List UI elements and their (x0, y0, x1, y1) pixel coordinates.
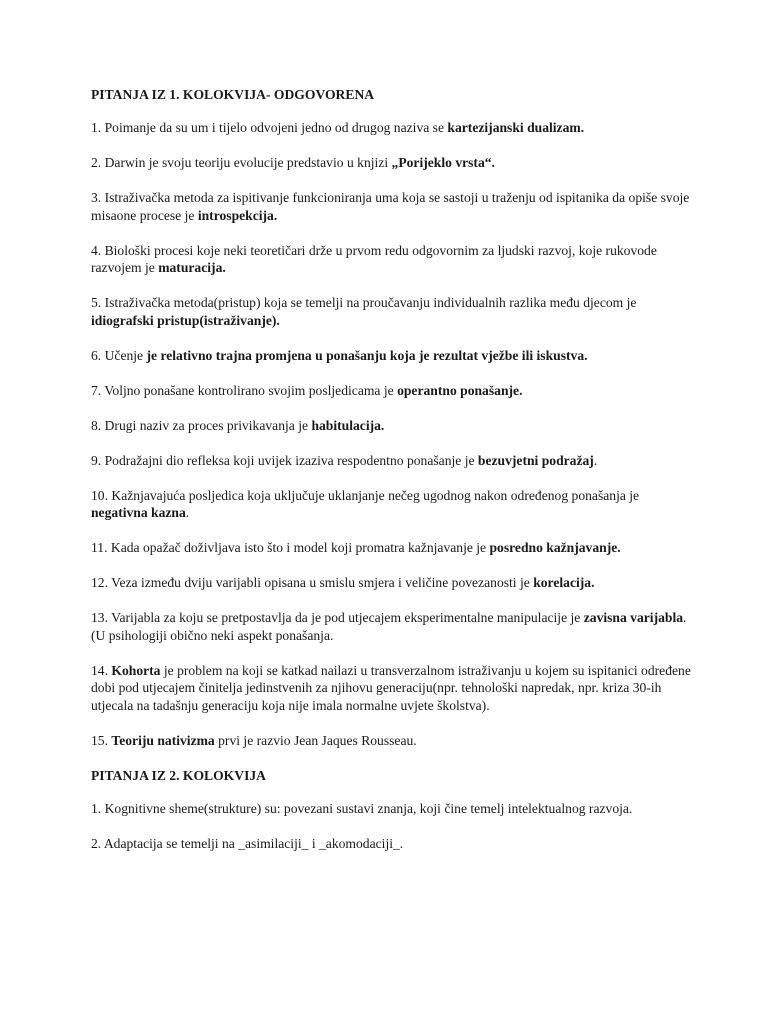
question-list-1 (91, 119, 691, 749)
question-text: 9. Podražajni dio refleksa koji uvijek izaziva respodentno ponašanje je (91, 452, 478, 468)
question-text: .(U psihologiji obično neki aspekt ponašanja. (91, 610, 687, 643)
question-text: 8. Drugi naziv za proces privikavanja je (91, 417, 312, 433)
question-item (91, 732, 691, 750)
section-heading-2: PITANJA IZ 2. KOLOKVIJA (91, 767, 266, 783)
answer-text: maturacija. (158, 260, 226, 275)
question-text: 2. Adaptacija se temelji na _asimilaciji_ i _akomodaciji_. (91, 835, 404, 851)
answer-text: Kohorta (111, 662, 161, 678)
document-page (91, 86, 691, 870)
question-text: . (593, 452, 598, 468)
answer-text: korelacija. (533, 575, 595, 590)
answer-text: negativna kazna (91, 505, 186, 520)
answer-text: introspekcija. (197, 207, 278, 223)
answer-text: posredno kažnjavanje. (489, 540, 621, 555)
answer-text: idiografski pristup(istraživanje). (91, 312, 280, 328)
question-item (91, 452, 691, 470)
question-text: 1. Poimanje da su um i tijelo odvojeni jedno od drugog naziva se (91, 120, 448, 135)
question-item (91, 242, 691, 277)
question-item (91, 382, 691, 400)
question-text: 2. Darwin je svoju teoriju evolucije predstavio u knjizi (91, 155, 392, 170)
question-item (91, 539, 691, 557)
question-text: 12. Veza između dviju varijabli opisana u smislu smjera i veličine povezanosti je (91, 575, 534, 590)
question-text: 7. Voljno ponašane kontrolirano svojim posljedicama je (91, 382, 398, 398)
question-text: 6. Učenje (91, 347, 147, 363)
answer-text: habitulacija. (311, 417, 385, 433)
answer-text: Teoriju nativizma (111, 732, 215, 748)
question-item (91, 119, 691, 137)
question-text: 3. Istraživačka metoda za ispitivanje funkcioniranja uma koja se sastoji u traženju od ispitanika da opiše svoje misaone procese je (91, 190, 690, 223)
answer-text: kartezijanski dualizam. (447, 120, 585, 135)
question-text: 13. Varijabla za koju se pretpostavlja da je pod utjecajem eksperimentalne manipulacije je (91, 610, 584, 625)
question-text: 4. Biološki procesi koje neki teoretičari drže u prvom redu odgovornim za ljudski razvoj, koje rukovode razvojem je (91, 242, 657, 275)
question-item (91, 294, 691, 329)
question-text: 10. Kažnjavajuća posljedica koja uključuje uklanjanje nečeg ugodnog nakon određenog ponašanja je (91, 487, 640, 503)
section-heading-1: PITANJA IZ 1. KOLOKVIJA- ODGOVORENA (91, 87, 375, 102)
question-text: 15. (91, 732, 112, 748)
section-1 (91, 86, 691, 749)
question-text: 11. Kada opažač doživljava isto što i model koji promatra kažnjavanje je (91, 540, 490, 555)
question-text: 14. (91, 662, 112, 678)
question-item (91, 189, 691, 224)
question-item (91, 574, 691, 592)
question-item (91, 487, 691, 522)
question-text: prvi je razvio Jean Jaques Rousseau. (214, 732, 417, 748)
question-text: je problem na koji se katkad nailazi u transverzalnom istraživanju u kojem su ispitanici određene dobi pod utjecajem činitelja jedinstvenih za njihovu generaciju(npr. tehnološki napredak, npr. kriza 30-ih utjecala na tadašnju generaciju koja nije imala normalne uvjete školstva). (91, 662, 691, 713)
answer-text: operantno ponašanje. (397, 382, 523, 398)
question-item (91, 347, 691, 365)
section-2 (91, 767, 691, 853)
answer-text: „Porijeklo vrsta“. (391, 155, 495, 170)
question-item (91, 835, 691, 853)
answer-text: je relativno trajna promjena u ponašanju koja je rezultat vježbe ili iskustva. (146, 347, 588, 363)
question-list-2 (91, 800, 691, 853)
question-item (91, 154, 691, 172)
question-text: 5. Istraživačka metoda(pristup) koja se temelji na proučavanju individualnih razlika među djecom je (91, 295, 637, 310)
question-item (91, 417, 691, 435)
question-text: 1. Kognitivne sheme(strukture) su: povezani sustavi znanja, koji čine temelj intelektualnog razvoja. (91, 800, 633, 816)
question-item (91, 800, 691, 818)
question-item (91, 662, 691, 715)
answer-text: zavisna varijabla (583, 610, 684, 625)
question-text: . (185, 505, 190, 520)
question-item (91, 609, 691, 644)
answer-text: bezuvjetni podražaj (477, 452, 594, 468)
